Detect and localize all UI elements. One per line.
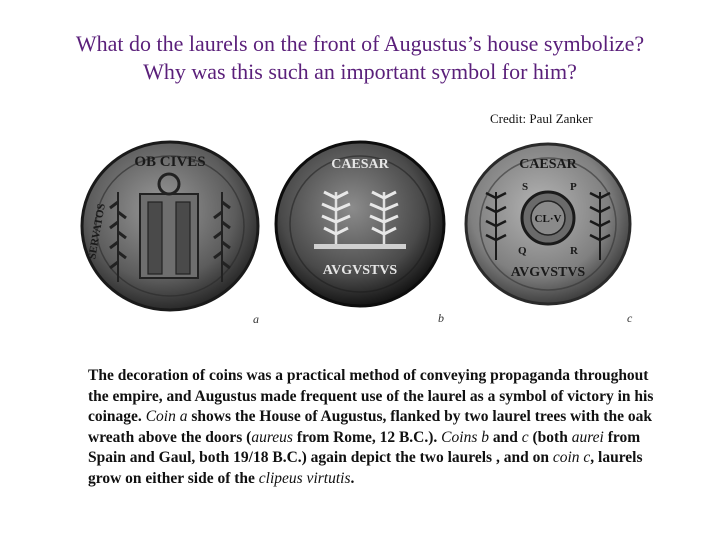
coin-b bbox=[276, 142, 444, 306]
coin-c-label: c bbox=[627, 311, 633, 325]
caption-segment: from Spain and Gaul, both 19/18 B.C.) again depict the two laurels , and on bbox=[88, 428, 641, 466]
coin-a bbox=[82, 142, 258, 310]
caption-segment: . bbox=[350, 469, 355, 487]
caption-italic: Coin a bbox=[145, 408, 188, 425]
slide-title bbox=[0, 30, 720, 86]
caption-italic: Coins b bbox=[441, 428, 489, 446]
coin-b-label: b bbox=[438, 311, 444, 325]
caption-italic: aureus bbox=[251, 428, 293, 446]
coin-a-legend-left: SERVATOS bbox=[86, 202, 108, 261]
caption-italic: coin c bbox=[552, 449, 591, 466]
caption-segment: from Rome, 12 B.C.). bbox=[292, 428, 442, 446]
caption-italic: c bbox=[521, 428, 529, 446]
coins-image bbox=[78, 132, 642, 332]
title-line-1: What do the laurels on the front of Augustus’s house symbolize? bbox=[75, 31, 645, 56]
coin-a-label: a bbox=[253, 312, 259, 326]
title-line-2: Why was this such an important symbol for him? bbox=[143, 59, 577, 84]
coin-c bbox=[466, 144, 630, 304]
caption-segment: and bbox=[488, 428, 522, 446]
photo-credit: Credit: Paul Zanker bbox=[490, 111, 593, 126]
caption-segment: (both bbox=[528, 428, 572, 446]
coin-b-legend-bottom: AVGVSTVS bbox=[322, 263, 398, 278]
coin-b-legend-top: CAESAR bbox=[331, 157, 389, 172]
coin-c-p: P bbox=[570, 181, 577, 193]
coin-c-q: Q bbox=[518, 245, 527, 257]
caption-segment: The decoration of coins was a practical method of conveying propaganda throughout the empire, and Augustus made frequent use of the laurel as a symbol of victory in his coinage. bbox=[88, 367, 654, 425]
coin-a-legend: OB CIVES bbox=[134, 154, 206, 170]
coin-c-shield-text: CL·V bbox=[534, 213, 562, 225]
caption-text bbox=[88, 366, 658, 489]
caption-italic: clipeus virtutis bbox=[258, 469, 351, 487]
coin-c-s: S bbox=[522, 181, 529, 193]
coin-c-legend-bottom: AVGVSTVS bbox=[510, 265, 586, 280]
caption-segment: shows the House of Augustus, flanked by two laurel trees with the oak wreath above the doors ( bbox=[88, 408, 652, 446]
caption-italic: aurei bbox=[571, 428, 604, 446]
coin-c-r: R bbox=[570, 245, 578, 257]
caption-segment: , laurels grow on either side of the bbox=[88, 449, 643, 487]
coin-c-legend-top: CAESAR bbox=[519, 157, 577, 172]
